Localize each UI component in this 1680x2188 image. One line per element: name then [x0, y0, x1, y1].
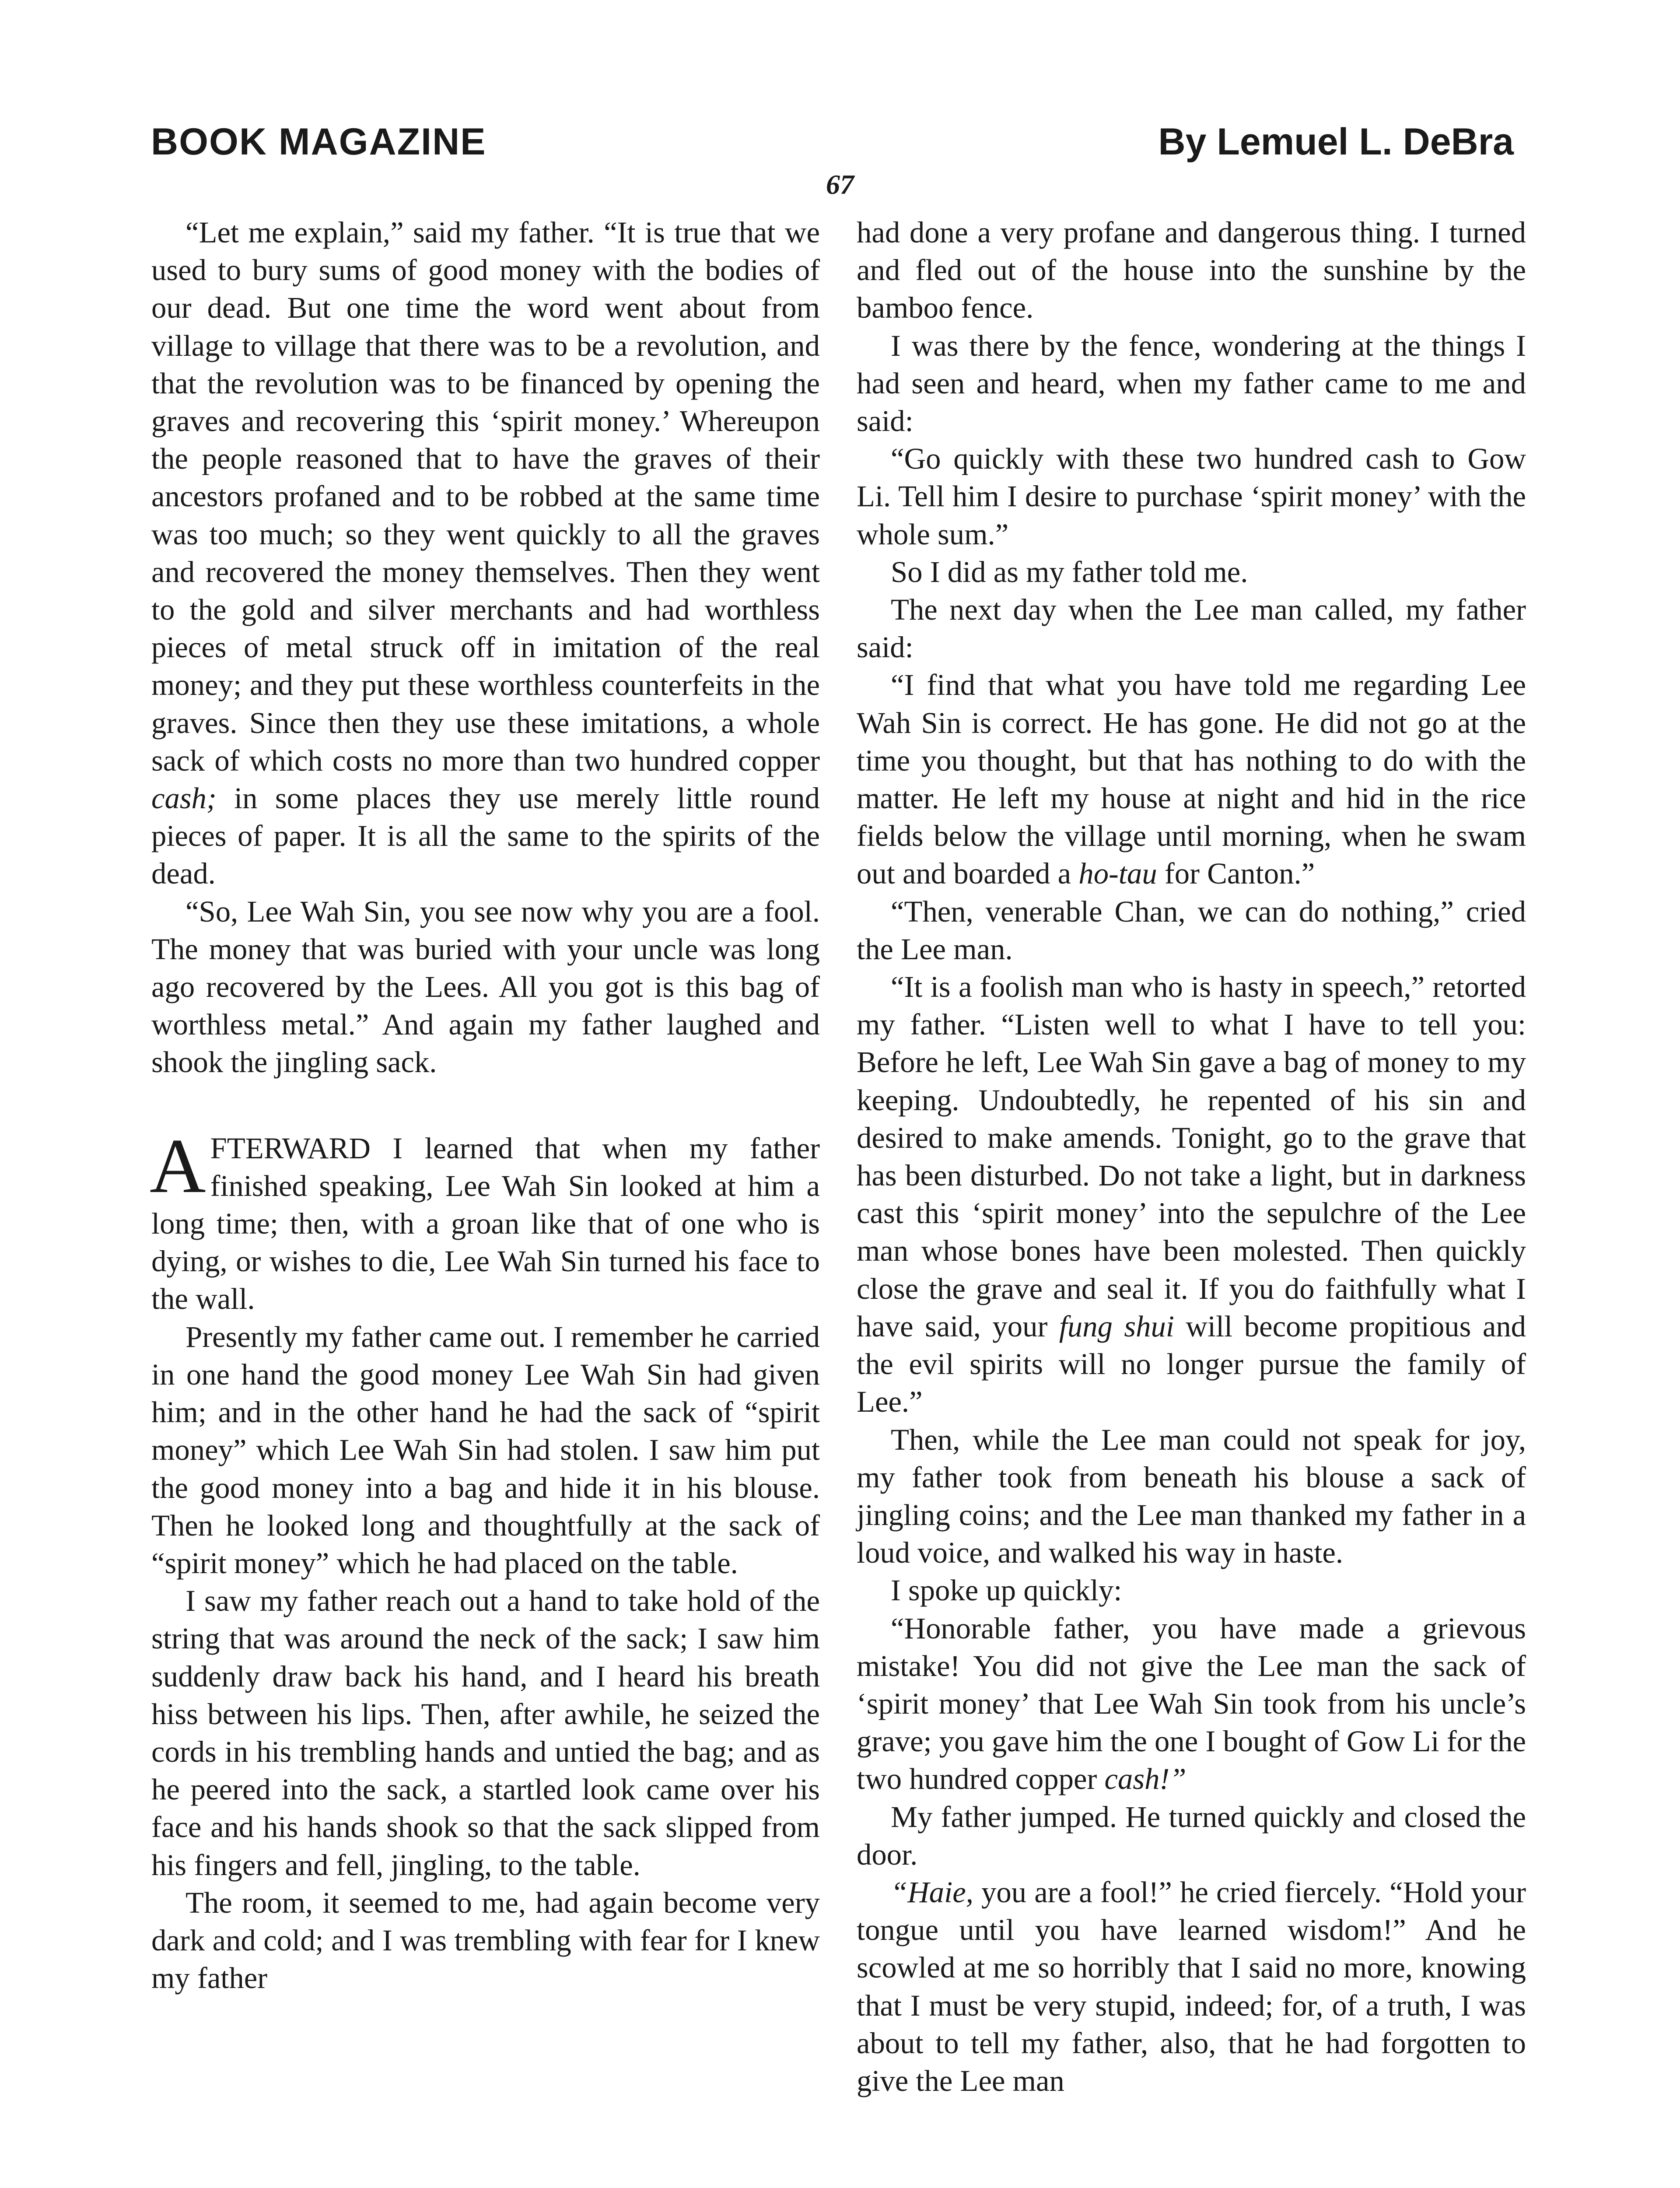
paragraph: “Haie, you are a fool!” he cried fiercely. “Hold your tongue until you have learned wisdom!” And he scowled at me so horribly that I said no more, knowing that I must be very stupid, indeed; for, of a truth, I was about to tell my father, also, that he had forgotten to give the Lee man	[857, 1875, 1526, 2097]
paragraph: “Then, venerable Chan, we can do nothing,” cried the Lee man.	[857, 894, 1526, 966]
paragraph: Presently my father came out. I remember he carried in one hand the good money Lee Wah Sin had given him; and in the other hand he had the sack of “spirit money” which Lee Wah Sin had stolen. I saw him put the good money into a bag and hide it in his blouse. Then he looked long and thoughtfully at the sack of “spirit money” which he had placed on the table.	[151, 1320, 820, 1580]
paragraph: “It is a foolish man who is hasty in speech,” retorted my father. “Listen well to what I have to tell you: Before he left, Lee Wah Sin gave a bag of money to my keeping. Undoubtedly, he repented of his sin and desired to make amends. Tonight, go to the grave that has been disturbed. Do not take a light, but in darkness cast this ‘spirit money’ into the sepulchre of the Lee man whose bones have been molested. Then quickly close the grave and seal it. If you do faithfully what I have said, your fung shui will become propitious and the evil spirits will no longer pursue the family of Lee.”	[857, 970, 1526, 1419]
paragraph: The room, it seemed to me, had again become very dark and cold; and I was trembling with fear for I knew my father	[151, 1886, 820, 1995]
page-number: 67	[826, 169, 854, 200]
paragraph: “Go quickly with these two hundred cash to Gow Li. Tell him I desire to purchase ‘spirit money’ with the whole sum.”	[857, 442, 1526, 551]
paragraph: I was there by the fence, wondering at the things I had seen and heard, when my father came to me and said:	[857, 329, 1526, 438]
author-byline: By Lemuel L. DeBra	[1158, 121, 1514, 163]
right-column	[857, 214, 1526, 2100]
paragraph: I saw my father reach out a hand to take hold of the string that was around the neck of the sack; I saw him suddenly draw back his hand, and I heard his breath hiss between his lips. Then, after awhile, he seized the cords in his trembling hands and untied the bag; and as he peered into the sack, a startled look came over his face and his hands shook so that the sack slipped from his fingers and fell, jingling, to the table.	[151, 1584, 820, 1882]
paragraph: “Let me explain,” said my father. “It is true that we used to bury sums of good money with the bodies of our dead. But one time the word went about from village to village that there was to be a revolution, and that the revolution was to be financed by opening the graves and recovering this ‘spirit money.’ Whereupon the people reasoned that to have the graves of their ancestors profaned and to be robbed at the same time was too much; so they went quickly to all the graves and recovered the money themselves. Then they went to the gold and silver merchants and had worthless pieces of metal struck off in imitation of the real money; and they put these worthless counterfeits in the graves. Since then they use these imitations, a whole sack of which costs no more than two hundred copper cash; in some places they use merely little round pieces of paper. It is all the same to the spirits of the dead.	[151, 216, 820, 891]
paragraph: The next day when the Lee man called, my father said:	[857, 593, 1526, 664]
paragraph: I spoke up quickly:	[891, 1574, 1122, 1607]
magazine-title: BOOK MAGAZINE	[151, 121, 486, 163]
paragraph: “So, Lee Wah Sin, you see now why you are a fool. The money that was buried with your uncle was long ago recovered by the Lees. All you got is this bag of worthless metal.” And again my father laughed and shook the jingling sack.	[151, 894, 820, 1079]
paragraph: had done a very profane and dangerous thing. I turned and fled out of the house into the sunshine by the bamboo fence.	[857, 216, 1526, 325]
paragraph: My father jumped. He turned quickly and closed the door.	[857, 1800, 1526, 1871]
paragraph: So I did as my father told me.	[891, 555, 1248, 589]
section-start-paragraph: AFTERWARD I learned that when my father finished speaking, Lee Wah Sin looked at him a long time; then, with a groan like that of one who is dying, or wishes to die, Lee Wah Sin turned his face to the wall.	[150, 1122, 820, 1316]
drop-cap: A	[150, 1122, 206, 1209]
left-column	[151, 214, 820, 1997]
paragraph: “Honorable father, you have made a grievous mistake! You did not give the Lee man the sack of ‘spirit money’ that Lee Wah Sin took from his uncle’s grave; you gave him the one I bought of Gow Li for the two hundred copper cash!”	[857, 1611, 1526, 1796]
paragraph: “I find that what you have told me regarding Lee Wah Sin is correct. He has gone. He did not go at the time you thought, but that has nothing to do with the matter. He left my house at night and hid in the rice fields below the village until morning, when he swam out and boarded a ho-tau for Canton.”	[857, 668, 1526, 891]
paragraph: Then, while the Lee man could not speak for joy, my father took from beneath his blouse a sack of jingling coins; and the Lee man thanked my father in a loud voice, and walked his way in haste.	[857, 1423, 1526, 1570]
